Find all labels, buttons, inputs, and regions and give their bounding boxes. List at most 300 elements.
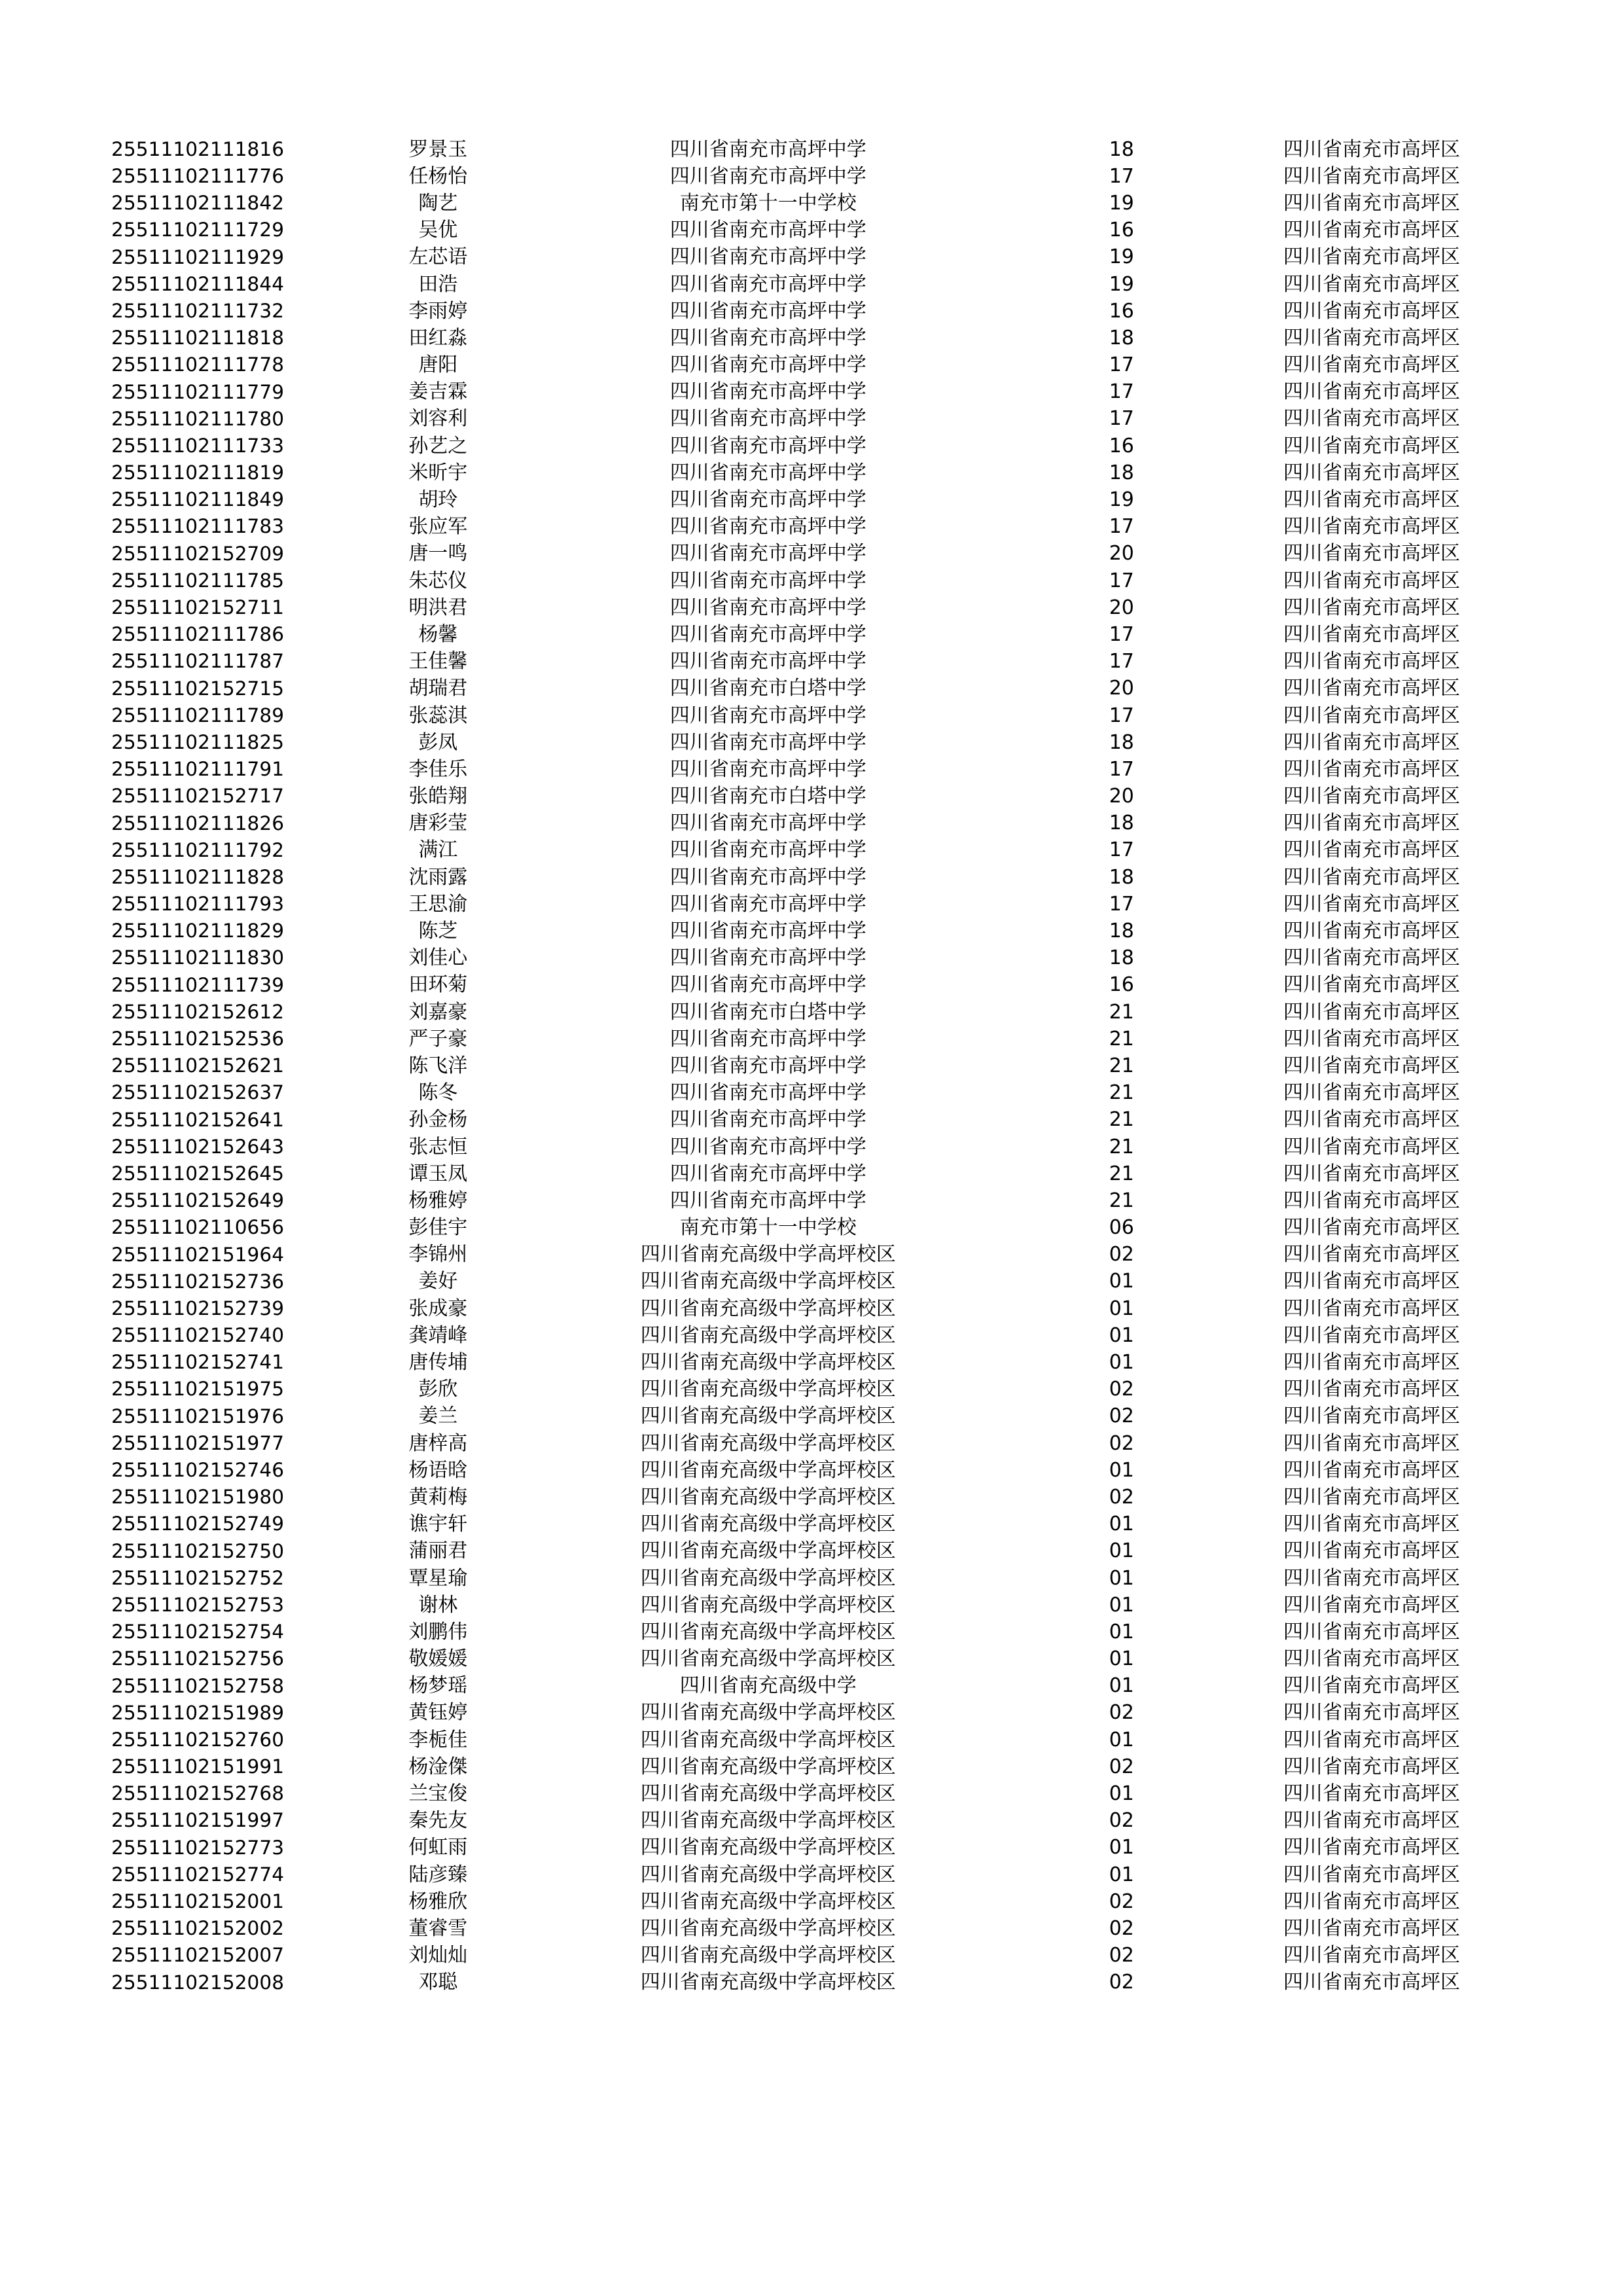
region-cell: 四川省南充市高坪区 — [1283, 1243, 1460, 1266]
region-cell: 四川省南充市高坪区 — [1283, 137, 1460, 161]
table-row — [111, 1403, 1512, 1430]
candidate-id-cell: 25511102152649 — [111, 1189, 285, 1212]
code-cell: 17 — [1109, 650, 1134, 673]
code-cell: 19 — [1109, 191, 1134, 215]
candidate-id-cell: 25511102152754 — [111, 1621, 285, 1643]
table-row — [111, 837, 1512, 864]
candidate-id-cell: 25511102152717 — [111, 785, 285, 808]
candidate-id-cell: 25511102152002 — [111, 1917, 285, 1940]
candidate-id-cell: 25511102110656 — [111, 1216, 285, 1239]
code-cell: 18 — [1109, 920, 1134, 943]
candidate-id-cell: 25511102111789 — [111, 704, 285, 726]
candidate-id-cell: 25511102111732 — [111, 299, 285, 322]
table-row — [111, 1322, 1512, 1349]
school-cell: 四川省南充高级中学高坪校区 — [640, 1513, 896, 1536]
code-cell: 18 — [1109, 730, 1134, 754]
code-cell: 17 — [1109, 407, 1134, 431]
candidate-name-cell: 刘鹏伟 — [408, 1620, 468, 1643]
candidate-id-cell: 25511102111844 — [111, 272, 285, 295]
code-cell: 16 — [1109, 973, 1134, 997]
school-cell: 四川省南充高级中学高坪校区 — [640, 1485, 896, 1509]
school-cell: 四川省南充高级中学高坪校区 — [640, 1297, 896, 1320]
code-cell: 01 — [1109, 1297, 1134, 1320]
candidate-id-cell: 25511102111929 — [111, 245, 285, 268]
code-cell: 06 — [1109, 1216, 1134, 1240]
region-cell: 四川省南充市高坪区 — [1283, 838, 1460, 862]
table-row — [111, 1969, 1512, 1996]
school-cell: 四川省南充市高坪中学 — [669, 380, 866, 404]
candidate-id-cell: 25511102152760 — [111, 1728, 285, 1751]
region-cell: 四川省南充市高坪区 — [1283, 1027, 1460, 1050]
candidate-name-cell: 陈冬 — [418, 1081, 458, 1105]
code-cell: 19 — [1109, 245, 1134, 269]
region-cell: 四川省南充市高坪区 — [1283, 1944, 1460, 1967]
code-cell: 17 — [1109, 164, 1134, 188]
table-row — [111, 541, 1512, 567]
candidate-id-cell: 25511102152736 — [111, 1270, 285, 1293]
candidate-id-cell: 25511102152740 — [111, 1324, 285, 1347]
school-cell: 四川省南充高级中学高坪校区 — [640, 1539, 896, 1563]
region-cell: 四川省南充市高坪区 — [1283, 757, 1460, 781]
candidate-name-cell: 彭凤 — [418, 730, 458, 754]
code-cell: 02 — [1109, 1755, 1134, 1778]
school-cell: 四川省南充高级中学 — [679, 1674, 857, 1698]
candidate-name-cell: 刘灿灿 — [408, 1944, 468, 1967]
table-row — [111, 1727, 1512, 1753]
candidate-id-cell: 25511102111849 — [111, 488, 285, 511]
candidate-name-cell: 田红淼 — [408, 326, 468, 350]
region-cell: 四川省南充市高坪区 — [1283, 596, 1460, 619]
code-cell: 19 — [1109, 488, 1134, 512]
table-row — [111, 649, 1512, 675]
candidate-id-cell: 25511102151989 — [111, 1701, 285, 1724]
school-cell: 四川省南充高级中学高坪校区 — [640, 1782, 896, 1806]
candidate-id-cell: 25511102111776 — [111, 165, 285, 188]
table-row — [111, 1134, 1512, 1160]
candidate-name-cell: 黄钰婷 — [408, 1701, 468, 1725]
code-cell: 02 — [1109, 1485, 1134, 1509]
region-cell: 四川省南充市高坪区 — [1283, 892, 1460, 916]
candidate-id-cell: 25511102152756 — [111, 1647, 285, 1670]
code-cell: 18 — [1109, 137, 1134, 161]
table-row — [111, 1780, 1512, 1807]
region-cell: 四川省南充市高坪区 — [1283, 1054, 1460, 1077]
code-cell: 18 — [1109, 946, 1134, 970]
code-cell: 01 — [1109, 1323, 1134, 1347]
table-row — [111, 783, 1512, 810]
table-row — [111, 1484, 1512, 1511]
region-cell: 四川省南充市高坪区 — [1283, 380, 1460, 404]
region-cell: 四川省南充市高坪区 — [1283, 1566, 1460, 1590]
table-row — [111, 1943, 1512, 1969]
region-cell: 四川省南充市高坪区 — [1283, 1971, 1460, 1994]
code-cell: 21 — [1109, 1135, 1134, 1158]
code-cell: 01 — [1109, 1539, 1134, 1563]
table-row — [111, 1242, 1512, 1268]
school-cell: 四川省南充市高坪中学 — [669, 434, 866, 457]
candidate-name-cell: 黄莉梅 — [408, 1485, 468, 1509]
candidate-name-cell: 刘佳心 — [408, 946, 468, 970]
school-cell: 四川省南充高级中学高坪校区 — [640, 1323, 896, 1347]
code-cell: 17 — [1109, 353, 1134, 377]
table-row — [111, 1538, 1512, 1565]
region-cell: 四川省南充市高坪区 — [1283, 1270, 1460, 1293]
region-cell: 四川省南充市高坪区 — [1283, 569, 1460, 592]
candidate-id-cell: 25511102111729 — [111, 219, 285, 242]
candidate-id-cell: 25511102152773 — [111, 1836, 285, 1859]
candidate-name-cell: 唐梓高 — [408, 1431, 468, 1455]
candidate-id-cell: 25511102152711 — [111, 596, 285, 619]
school-cell: 四川省南充市高坪中学 — [669, 1135, 866, 1158]
code-cell: 21 — [1109, 1108, 1134, 1132]
school-cell: 四川省南充市高坪中学 — [669, 488, 866, 512]
school-cell: 四川省南充高级中学高坪校区 — [640, 1971, 896, 1994]
candidate-id-cell: 25511102152739 — [111, 1297, 285, 1319]
school-cell: 四川省南充市高坪中学 — [669, 1189, 866, 1212]
candidate-name-cell: 唐一鸣 — [408, 542, 468, 565]
region-cell: 四川省南充市高坪区 — [1283, 1135, 1460, 1158]
school-cell: 四川省南充市高坪中学 — [669, 219, 866, 242]
candidate-name-cell: 张蕊淇 — [408, 704, 468, 727]
region-cell: 四川省南充市高坪区 — [1283, 946, 1460, 970]
candidate-name-cell: 杨语晗 — [408, 1458, 468, 1482]
table-row — [111, 1080, 1512, 1107]
candidate-id-cell: 25511102152641 — [111, 1108, 285, 1131]
candidate-name-cell: 吴优 — [418, 219, 458, 242]
region-cell: 四川省南充市高坪区 — [1283, 920, 1460, 943]
school-cell: 四川省南充市高坪中学 — [669, 542, 866, 565]
region-cell: 四川省南充市高坪区 — [1283, 1162, 1460, 1185]
school-cell: 四川省南充市高坪中学 — [669, 245, 866, 269]
table-row — [111, 1160, 1512, 1187]
candidate-name-cell: 张成豪 — [408, 1297, 468, 1320]
school-cell: 四川省南充市白塔中学 — [669, 785, 866, 808]
school-cell: 南充市第十一中学校 — [679, 1216, 857, 1240]
table-row — [111, 1753, 1512, 1780]
code-cell: 17 — [1109, 569, 1134, 592]
school-cell: 四川省南充市高坪中学 — [669, 920, 866, 943]
code-cell: 02 — [1109, 1809, 1134, 1833]
table-row — [111, 1565, 1512, 1592]
candidate-id-cell: 25511102111793 — [111, 893, 285, 916]
table-row — [111, 810, 1512, 837]
candidate-id-cell: 25511102151991 — [111, 1755, 285, 1778]
candidate-id-cell: 25511102152746 — [111, 1459, 285, 1482]
region-cell: 四川省南充市高坪区 — [1283, 1108, 1460, 1132]
region-cell: 四川省南充市高坪区 — [1283, 622, 1460, 646]
candidate-name-cell: 李锦州 — [408, 1243, 468, 1266]
region-cell: 四川省南充市高坪区 — [1283, 1728, 1460, 1751]
school-cell: 四川省南充高级中学高坪校区 — [640, 1620, 896, 1643]
code-cell: 02 — [1109, 1890, 1134, 1913]
candidate-id-cell: 25511102152774 — [111, 1863, 285, 1886]
table-row — [111, 1215, 1512, 1242]
school-cell: 南充市第十一中学校 — [679, 191, 857, 215]
candidate-name-cell: 张皓翔 — [408, 785, 468, 808]
candidate-name-cell: 敬媛媛 — [408, 1647, 468, 1671]
table-row — [111, 972, 1512, 999]
code-cell: 18 — [1109, 865, 1134, 889]
candidate-id-cell: 25511102152643 — [111, 1135, 285, 1158]
candidate-name-cell: 刘嘉豪 — [408, 1000, 468, 1024]
code-cell: 02 — [1109, 1701, 1134, 1725]
school-cell: 四川省南充市高坪中学 — [669, 704, 866, 727]
region-cell: 四川省南充市高坪区 — [1283, 704, 1460, 727]
code-cell: 01 — [1109, 1270, 1134, 1293]
table-row — [111, 1052, 1512, 1079]
candidate-name-cell: 明洪君 — [408, 596, 468, 619]
candidate-id-cell: 25511102111779 — [111, 380, 285, 403]
table-row — [111, 406, 1512, 433]
school-cell: 四川省南充高级中学高坪校区 — [640, 1916, 896, 1940]
region-cell: 四川省南充市高坪区 — [1283, 1081, 1460, 1105]
region-cell: 四川省南充市高坪区 — [1283, 407, 1460, 431]
region-cell: 四川省南充市高坪区 — [1283, 812, 1460, 835]
school-cell: 四川省南充高级中学高坪校区 — [640, 1351, 896, 1374]
code-cell: 21 — [1109, 1054, 1134, 1077]
candidate-name-cell: 沈雨露 — [408, 865, 468, 889]
candidate-id-cell: 25511102111830 — [111, 946, 285, 969]
region-cell: 四川省南充市高坪区 — [1283, 1000, 1460, 1024]
candidate-id-cell: 25511102151964 — [111, 1243, 285, 1266]
school-cell: 四川省南充市高坪中学 — [669, 622, 866, 646]
table-row — [111, 486, 1512, 513]
candidate-name-cell: 陆彦臻 — [408, 1863, 468, 1886]
candidate-name-cell: 兰宝俊 — [408, 1782, 468, 1806]
region-cell: 四川省南充市高坪区 — [1283, 1351, 1460, 1374]
school-cell: 四川省南充高级中学高坪校区 — [640, 1863, 896, 1886]
candidate-name-cell: 姜吉霖 — [408, 380, 468, 404]
code-cell: 01 — [1109, 1566, 1134, 1590]
table-row — [111, 190, 1512, 217]
school-cell: 四川省南充市高坪中学 — [669, 1027, 866, 1050]
table-row — [111, 298, 1512, 325]
candidate-name-cell: 满江 — [418, 838, 458, 862]
region-cell: 四川省南充市高坪区 — [1283, 299, 1460, 323]
region-cell: 四川省南充市高坪区 — [1283, 650, 1460, 673]
candidate-id-cell: 25511102152008 — [111, 1971, 285, 1994]
code-cell: 02 — [1109, 1916, 1134, 1940]
candidate-id-cell: 25511102111791 — [111, 758, 285, 781]
candidate-name-cell: 杨淦傑 — [408, 1755, 468, 1778]
region-cell: 四川省南充市高坪区 — [1283, 1863, 1460, 1886]
candidate-id-cell: 25511102152536 — [111, 1028, 285, 1050]
table-row — [111, 1376, 1512, 1403]
candidate-name-cell: 严子豪 — [408, 1027, 468, 1050]
table-row — [111, 891, 1512, 918]
school-cell: 四川省南充高级中学高坪校区 — [640, 1647, 896, 1671]
candidate-id-cell: 25511102111780 — [111, 407, 285, 430]
candidate-id-cell: 25511102111842 — [111, 192, 285, 215]
school-cell: 四川省南充高级中学高坪校区 — [640, 1405, 896, 1428]
candidate-id-cell: 25511102111733 — [111, 434, 285, 457]
candidate-id-cell: 25511102111787 — [111, 650, 285, 673]
code-cell: 21 — [1109, 1081, 1134, 1105]
school-cell: 四川省南充高级中学高坪校区 — [640, 1431, 896, 1455]
candidate-name-cell: 朱芯仪 — [408, 569, 468, 592]
code-cell: 01 — [1109, 1620, 1134, 1643]
school-cell: 四川省南充高级中学高坪校区 — [640, 1890, 896, 1913]
region-cell: 四川省南充市高坪区 — [1283, 973, 1460, 997]
school-cell: 四川省南充市高坪中学 — [669, 299, 866, 323]
code-cell: 02 — [1109, 1944, 1134, 1967]
candidate-id-cell: 25511102111819 — [111, 461, 285, 484]
candidate-name-cell: 唐阳 — [418, 353, 458, 377]
table-row — [111, 729, 1512, 756]
candidate-id-cell: 25511102111785 — [111, 569, 285, 592]
school-cell: 四川省南充高级中学高坪校区 — [640, 1728, 896, 1751]
roster-body — [111, 136, 1512, 1996]
table-row — [111, 594, 1512, 621]
code-cell: 17 — [1109, 704, 1134, 727]
school-cell: 四川省南充市高坪中学 — [669, 569, 866, 592]
candidate-name-cell: 孙金杨 — [408, 1108, 468, 1132]
candidate-name-cell: 龚靖峰 — [408, 1323, 468, 1347]
candidate-name-cell: 谭玉凤 — [408, 1162, 468, 1185]
code-cell: 01 — [1109, 1863, 1134, 1886]
code-cell: 17 — [1109, 515, 1134, 539]
code-cell: 01 — [1109, 1458, 1134, 1482]
candidate-name-cell: 覃星瑜 — [408, 1566, 468, 1590]
candidate-id-cell: 25511102152741 — [111, 1351, 285, 1374]
region-cell: 四川省南充市高坪区 — [1283, 1701, 1460, 1725]
candidate-id-cell: 25511102152621 — [111, 1054, 285, 1077]
region-cell: 四川省南充市高坪区 — [1283, 434, 1460, 457]
candidate-id-cell: 25511102152612 — [111, 1000, 285, 1023]
school-cell: 四川省南充高级中学高坪校区 — [640, 1243, 896, 1266]
school-cell: 四川省南充高级中学高坪校区 — [640, 1755, 896, 1778]
candidate-id-cell: 25511102151980 — [111, 1486, 285, 1509]
region-cell: 四川省南充市高坪区 — [1283, 515, 1460, 539]
table-row — [111, 567, 1512, 594]
candidate-name-cell: 张志恒 — [408, 1135, 468, 1158]
region-cell: 四川省南充市高坪区 — [1283, 1216, 1460, 1240]
candidate-name-cell: 李栀佳 — [408, 1728, 468, 1751]
table-row — [111, 136, 1512, 163]
school-cell: 四川省南充高级中学高坪校区 — [640, 1378, 896, 1401]
region-cell: 四川省南充市高坪区 — [1283, 245, 1460, 269]
region-cell: 四川省南充市高坪区 — [1283, 272, 1460, 296]
school-cell: 四川省南充市高坪中学 — [669, 838, 866, 862]
candidate-name-cell: 左芯语 — [408, 245, 468, 269]
school-cell: 四川省南充市高坪中学 — [669, 946, 866, 970]
region-cell: 四川省南充市高坪区 — [1283, 1916, 1460, 1940]
code-cell: 18 — [1109, 461, 1134, 484]
region-cell: 四川省南充市高坪区 — [1283, 1836, 1460, 1859]
candidate-name-cell: 李佳乐 — [408, 757, 468, 781]
region-cell: 四川省南充市高坪区 — [1283, 1809, 1460, 1833]
school-cell: 四川省南充市高坪中学 — [669, 812, 866, 835]
table-row — [111, 621, 1512, 648]
school-cell: 四川省南充市高坪中学 — [669, 730, 866, 754]
region-cell: 四川省南充市高坪区 — [1283, 1674, 1460, 1698]
school-cell: 四川省南充市高坪中学 — [669, 1108, 866, 1132]
candidate-id-cell: 25511102151997 — [111, 1809, 285, 1832]
school-cell: 四川省南充市高坪中学 — [669, 892, 866, 916]
school-cell: 四川省南充市高坪中学 — [669, 865, 866, 889]
candidate-name-cell: 任杨怡 — [408, 164, 468, 188]
region-cell: 四川省南充市高坪区 — [1283, 677, 1460, 700]
table-row — [111, 1430, 1512, 1457]
table-row — [111, 864, 1512, 891]
code-cell: 01 — [1109, 1351, 1134, 1374]
code-cell: 01 — [1109, 1593, 1134, 1617]
region-cell: 四川省南充市高坪区 — [1283, 1890, 1460, 1913]
candidate-id-cell: 25511102111816 — [111, 137, 285, 160]
candidate-name-cell: 罗景玉 — [408, 137, 468, 161]
school-cell: 四川省南充市白塔中学 — [669, 677, 866, 700]
region-cell: 四川省南充市高坪区 — [1283, 1458, 1460, 1482]
school-cell: 四川省南充市高坪中学 — [669, 1054, 866, 1077]
school-cell: 四川省南充市白塔中学 — [669, 1000, 866, 1024]
candidate-name-cell: 董睿雪 — [408, 1916, 468, 1940]
region-cell: 四川省南充市高坪区 — [1283, 1647, 1460, 1671]
school-cell: 四川省南充高级中学高坪校区 — [640, 1593, 896, 1617]
table-row — [111, 514, 1512, 541]
region-cell: 四川省南充市高坪区 — [1283, 785, 1460, 808]
code-cell: 02 — [1109, 1971, 1134, 1994]
candidate-name-cell: 陈飞洋 — [408, 1054, 468, 1077]
candidate-name-cell: 姜兰 — [418, 1405, 458, 1428]
candidate-id-cell: 25511102111826 — [111, 812, 285, 834]
candidate-id-cell: 25511102152749 — [111, 1513, 285, 1535]
region-cell: 四川省南充市高坪区 — [1283, 1189, 1460, 1212]
code-cell: 20 — [1109, 677, 1134, 700]
candidate-id-cell: 25511102111818 — [111, 327, 285, 350]
table-row — [111, 1511, 1512, 1538]
code-cell: 16 — [1109, 219, 1134, 242]
code-cell: 19 — [1109, 272, 1134, 296]
table-row — [111, 1619, 1512, 1645]
table-row — [111, 675, 1512, 702]
table-row — [111, 163, 1512, 190]
region-cell: 四川省南充市高坪区 — [1283, 1539, 1460, 1563]
code-cell: 01 — [1109, 1728, 1134, 1751]
candidate-id-cell: 25511102151977 — [111, 1431, 285, 1454]
school-cell: 四川省南充高级中学高坪校区 — [640, 1944, 896, 1967]
candidate-id-cell: 25511102111792 — [111, 838, 285, 861]
code-cell: 17 — [1109, 838, 1134, 862]
candidate-id-cell: 25511102111739 — [111, 973, 285, 996]
candidate-id-cell: 25511102111783 — [111, 515, 285, 538]
code-cell: 21 — [1109, 1189, 1134, 1212]
code-cell: 02 — [1109, 1405, 1134, 1428]
table-row — [111, 352, 1512, 379]
school-cell: 四川省南充市高坪中学 — [669, 272, 866, 296]
table-row — [111, 244, 1512, 271]
table-row — [111, 702, 1512, 729]
table-row — [111, 271, 1512, 298]
school-cell: 四川省南充高级中学高坪校区 — [640, 1566, 896, 1590]
code-cell: 01 — [1109, 1674, 1134, 1698]
candidate-name-cell: 杨雅欣 — [408, 1890, 468, 1913]
school-cell: 四川省南充市高坪中学 — [669, 164, 866, 188]
region-cell: 四川省南充市高坪区 — [1283, 1323, 1460, 1347]
code-cell: 01 — [1109, 1647, 1134, 1671]
candidate-name-cell: 彭欣 — [418, 1378, 458, 1401]
table-row — [111, 1808, 1512, 1835]
region-cell: 四川省南充市高坪区 — [1283, 353, 1460, 377]
school-cell: 四川省南充市高坪中学 — [669, 353, 866, 377]
table-row — [111, 1026, 1512, 1052]
candidate-id-cell: 25511102152753 — [111, 1593, 285, 1616]
table-row — [111, 459, 1512, 486]
candidate-name-cell: 陈芝 — [418, 920, 458, 943]
code-cell: 02 — [1109, 1431, 1134, 1455]
region-cell: 四川省南充市高坪区 — [1283, 461, 1460, 484]
table-row — [111, 945, 1512, 972]
code-cell: 21 — [1109, 1162, 1134, 1185]
